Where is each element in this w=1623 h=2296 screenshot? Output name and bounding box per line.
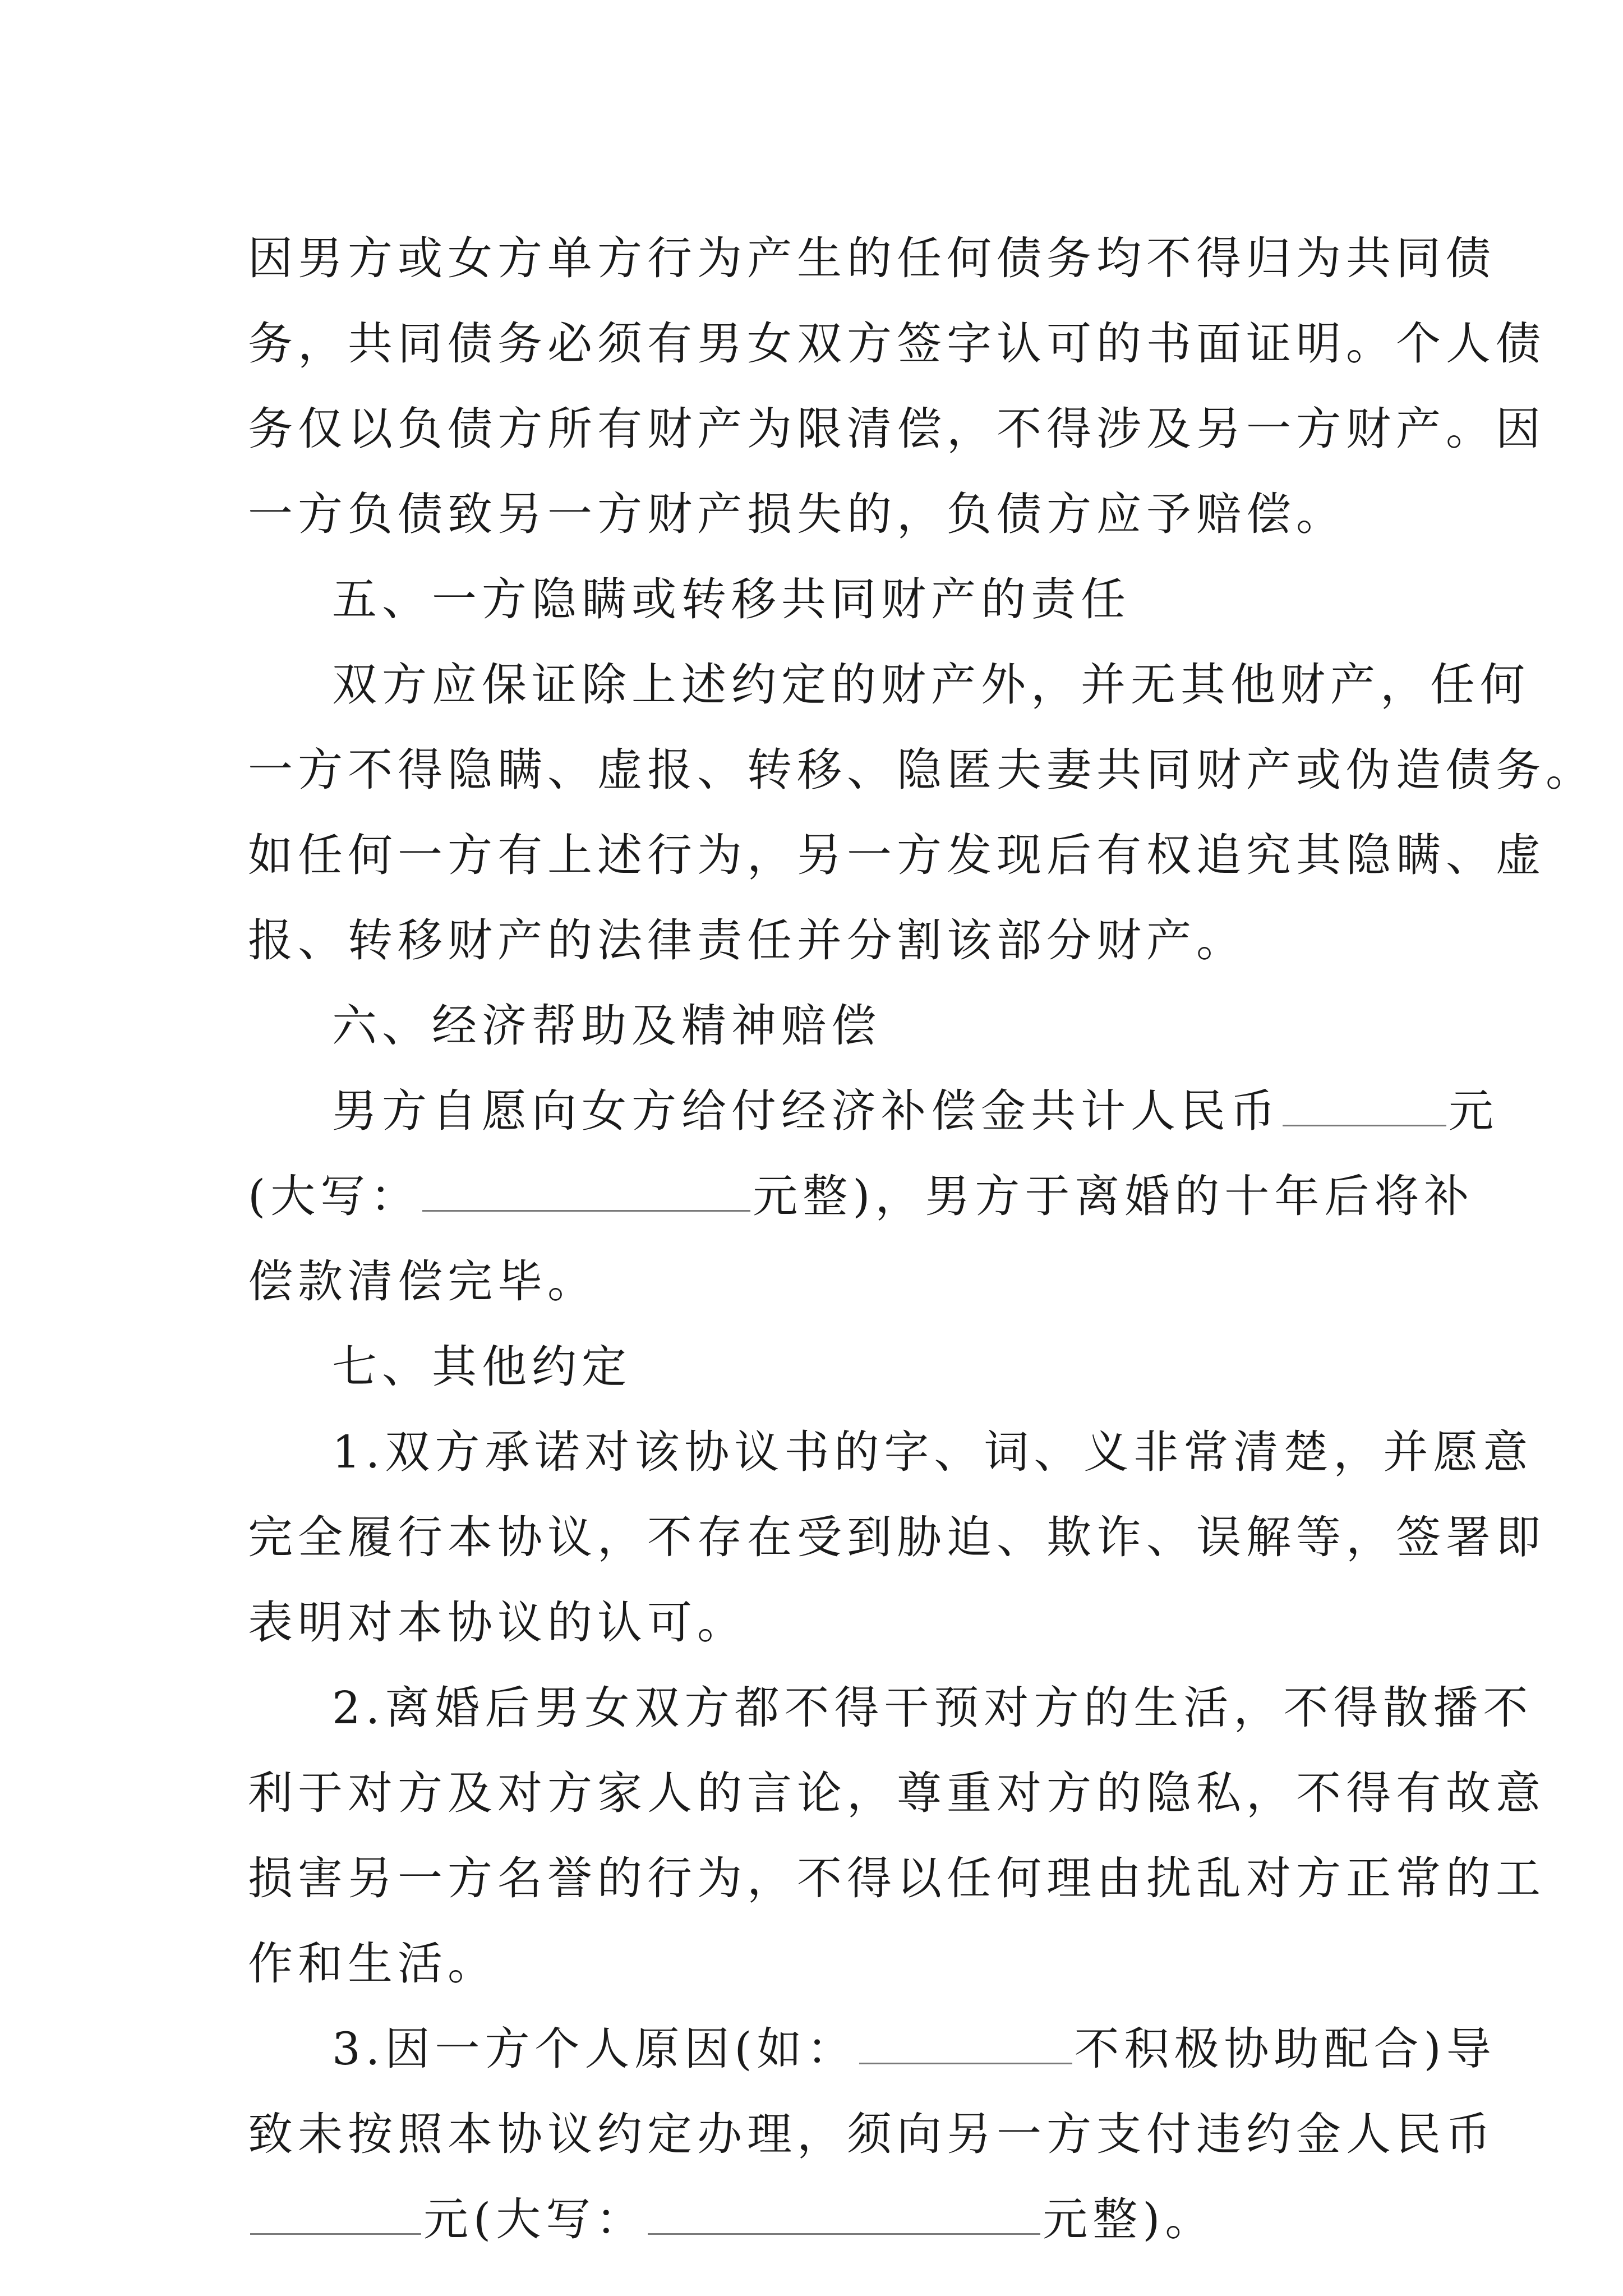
text-line: 因男方或女方单方行为产生的任何债务均不得归为共同债 [248, 232, 1496, 284]
text-line: 表明对本协议的认可。 [248, 1596, 747, 1649]
text-line: 一方负债致另一方财产损失的，负债方应予赔偿。 [248, 488, 1346, 540]
penalty-amount-blank-field[interactable] [250, 2200, 421, 2235]
compensation-line-1 [248, 1069, 1498, 1154]
section-heading-6: 六、经济帮助及精神赔偿 [332, 1000, 881, 1052]
text-span: 元整)，男方于离婚的十年后将补 [753, 1170, 1474, 1222]
section-heading-7: 七、其他约定 [332, 1341, 631, 1393]
item3-line-1 [248, 2007, 1496, 2092]
text-line: 致未按照本协议约定办理，须向另一方支付违约金人民币 [248, 2108, 1496, 2160]
text-line: 双方应保证除上述约定的财产外，并无其他财产，任何 [332, 659, 1530, 711]
text-line: 偿款清偿完毕。 [248, 1255, 597, 1308]
text-span: 男方自愿向女方给付经济补偿金共计人民币 [332, 1085, 1280, 1137]
amount-blank-field[interactable] [1283, 1091, 1446, 1126]
text-span: 元 [1449, 1085, 1498, 1137]
item3-line-3 [248, 2177, 1380, 2262]
text-span: (大写： [248, 1170, 421, 1222]
text-line: 损害另一方名誉的行为，不得以任何理由扰乱对方正常的工 [248, 1852, 1546, 1904]
reason-blank-field[interactable] [859, 2029, 1072, 2064]
text-line: 作和生活。 [248, 1938, 497, 1990]
text-line: 2.离婚后男女双方都不得干预对方的生活，不得散播不 [332, 1682, 1533, 1734]
document-body [248, 216, 1596, 2262]
text-line: 利于对方及对方家人的言论，尊重对方的隐私，不得有故意 [248, 1767, 1546, 1819]
amount-words-blank-field[interactable] [422, 1176, 750, 1212]
section-heading-5: 五、一方隐瞒或转移共同财产的责任 [332, 573, 1131, 625]
text-line: 如任何一方有上述行为，另一方发现后有权追究其隐瞒、虚 [248, 829, 1546, 881]
penalty-words-blank-field[interactable] [648, 2200, 1040, 2235]
text-line: 务，共同债务必须有男女双方签字认可的书面证明。个人债 [248, 318, 1546, 370]
text-line: 务仅以负债方所有财产为限清偿，不得涉及另一方财产。因 [248, 403, 1546, 455]
text-line: 一方不得隐瞒、虚报、转移、隐匿夫妻共同财产或伪造债务。 [248, 744, 1596, 796]
text-span: 不积极协助配合)导 [1074, 2023, 1496, 2075]
text-span: 元整)。 [1043, 2193, 1215, 2246]
text-line: 报、转移财产的法律责任并分割该部分财产。 [248, 914, 1246, 967]
text-line: 完全履行本协议，不存在受到胁迫、欺诈、误解等，签署即 [248, 1511, 1546, 1563]
text-span: 3.因一方个人原因(如： [332, 2023, 857, 2075]
text-span: 元(大写： [423, 2193, 646, 2246]
compensation-line-2 [248, 1154, 1474, 1239]
text-line: 1.双方承诺对该协议书的字、词、义非常清楚，并愿意 [332, 1426, 1533, 1478]
